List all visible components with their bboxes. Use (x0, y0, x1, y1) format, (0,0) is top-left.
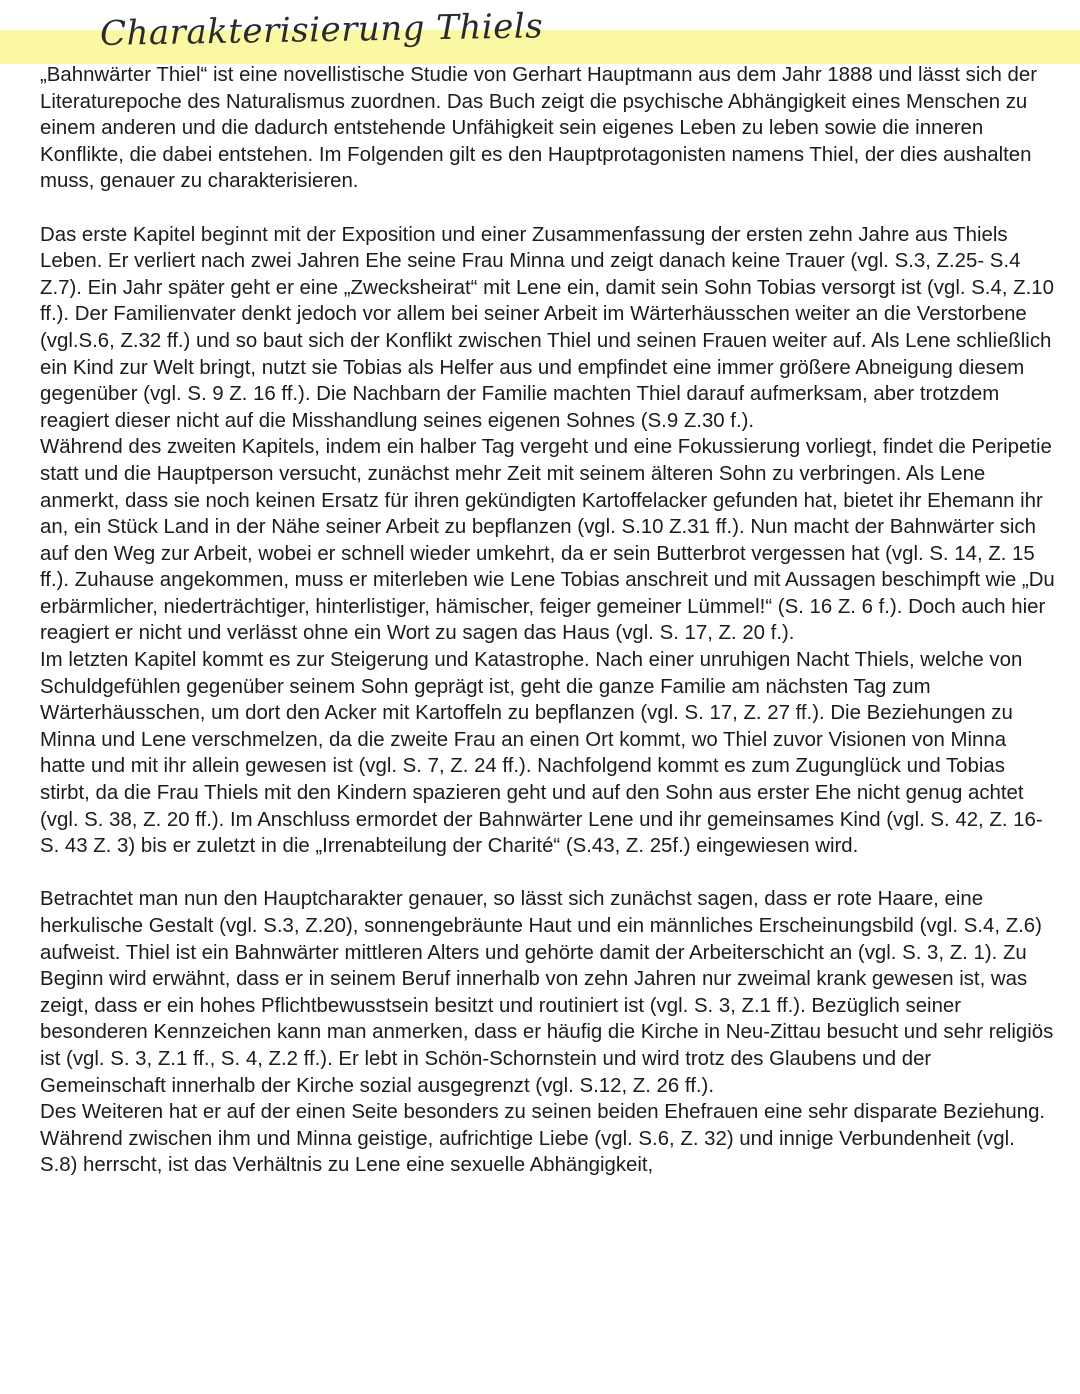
page-title: Charakterisierung Thiels (99, 6, 544, 54)
paragraph-chapter-one: Das erste Kapitel beginnt mit der Exposition und einer Zusammenfassung der ersten zehn Jahre aus Thiels Leben. Er verliert nach zwei Jahren Ehe seine Frau Minna und zeigt danach keine Trauer (vgl. S.3, Z.25- S.4 Z.7). Ein Jahr später geht er eine „Zwecksheirat“ mit Lene ein, damit sein Sohn Tobias versorgt ist (vgl. S.4, Z.10 ff.). Der Familienvater denkt jedoch vor allem bei seiner Arbeit im Wärterhäusschen weiter an die Verstorbene (vgl.S.6, Z.32 ff.) und so baut sich der Konflikt zwischen Thiel und seinen Frauen weiter auf. Als Lene schließlich ein Kind zur Welt bringt, nutzt sie Tobias als Helfer aus und empfindet eine immer größere Abneigung diesem gegenüber (vgl. S. 9 Z. 16 ff.). Die Nachbarn der Familie machten Thiel darauf aufmerksam, aber trotzdem reagiert dieser nicht auf die Misshandlung seines eigenen Sohnes (S.9 Z.30 f.). (40, 223, 1054, 432)
paragraph-character-relationships: Des Weiteren hat er auf der einen Seite besonders zu seinen beiden Ehefrauen eine sehr disparate Beziehung. Während zwischen ihm und Minna geistige, aufrichtige Liebe (vgl. S.6, Z. 32) und innige Verbundenheit (vgl. S.8) herrscht, ist das Verhältnis zu Lene eine sexuelle Abhängigkeit, (40, 1101, 1046, 1177)
paragraph-character-appearance: Betrachtet man nun den Hauptcharakter genauer, so lässt sich zunächst sagen, dass er rote Haare, eine herkulische Gestalt (vgl. S.3, Z.20), sonnengebräunte Haut und ein männliches Erscheinungsbild (vgl. S.4, Z.6) aufweist. Thiel ist ein Bahnwärter mittleren Alters und gehörte damit der Arbeiterschicht an (vgl. S. 3, Z. 1). Zu Beginn wird erwähnt, dass er in seinem Beruf innerhalb von zehn Jahren nur zweimal krank gewesen ist, was zeigt, dass er ein hohes Pflichtbewusstsein besitzt und routiniert ist (vgl. S. 3, Z.1 ff.). Bezüglich seiner besonderen Kennzeichen kann man anmerken, dass er häufig die Kirche in Neu-Zittau besucht und sehr religiös ist (vgl. S. 3, Z.1 ff., S. 4, Z.2 ff.). Er lebt in Schön-Schornstein und wird trotz des Glaubens und der Gemeinschaft innerhalb der Kirche sozial ausgegrenzt (vgl. S.12, Z. 26 ff.). (40, 888, 1054, 1097)
paragraph-chapter-three: Im letzten Kapitel kommt es zur Steigerung und Katastrophe. Nach einer unruhigen Nacht Thiels, welche von Schuldgefühlen gegenüber seinem Sohn geprägt ist, geht die ganze Familie am nächsten Tag zum Wärterhäusschen, um dort den Acker mit Kartoffeln zu bepflanzen (vgl. S. 17, Z. 27 ff.). Die Beziehungen zu Minna und Lene verschmelzen, da die zweite Frau an einen Ort kommt, wo Thiel zuvor Visionen von Minna hatte und mit ihr allein gewesen ist (vgl. S. 7, Z. 24 ff.). Nachfolgend kommt es zum Zugunglück und Tobias stirbt, da die Frau Thiels mit den Kindern spazieren geht und auf den Sohn aus erster Ehe nicht genug achtet (vgl. S. 38, Z. 20 ff.). Im Anschluss ermordet der Bahnwärter Lene und ihr gemeinsames Kind (vgl. S. 42, Z. 16- S. 43 Z. 3) bis er zuletzt in die „Irrenabteilung der Charité“ (S.43, Z. 25f.) eingewiesen wird. (40, 649, 1043, 858)
document-body (40, 62, 1055, 1179)
paragraph-introduction: „Bahnwärter Thiel“ ist eine novellistische Studie von Gerhart Hauptmann aus dem Jahr 1888 und lässt sich der Literaturepoche des Naturalismus zuordnen. Das Buch zeigt die psychische Abhängigkeit eines Menschen zu einem anderen und die dadurch entstehende Unfähigkeit sein eigenes Leben zu leben sowie die inneren Konflikte, die dabei entstehen. Im Folgenden gilt es den Hauptprotagonisten namens Thiel, der dies aushalten muss, genauer zu charakterisieren. (40, 64, 1038, 193)
paragraph-chapter-two: Während des zweiten Kapitels, indem ein halber Tag vergeht und eine Fokussierung vorliegt, findet die Peripetie statt und die Hauptperson versucht, zunächst mehr Zeit mit seinem älteren Sohn zu verbringen. Als Lene anmerkt, dass sie noch keinen Ersatz für ihren gekündigten Kartoffelacker gefunden hat, bietet ihr Ehemann ihr an, ein Stück Land in der Nähe seiner Arbeit zu bepflanzen (vgl. S.10 Z.31 ff.). Nun macht der Bahnwärter sich auf den Weg zur Arbeit, wobei er schnell wieder umkehrt, da er sein Butterbrot vergessen hat (vgl. S. 14, Z. 15 ff.). Zuhause angekommen, muss er miterleben wie Lene Tobias anschreit und mit Aussagen beschimpft wie „Du erbärmlicher, niederträchtiger, hinterlistiger, hämischer, feiger gemeiner Lümmel!“ (S. 16 Z. 6 f.). Doch auch hier reagiert er nicht und verlässt ohne ein Wort zu sagen das Haus (vgl. S. 17, Z. 20 f.). (40, 436, 1055, 645)
